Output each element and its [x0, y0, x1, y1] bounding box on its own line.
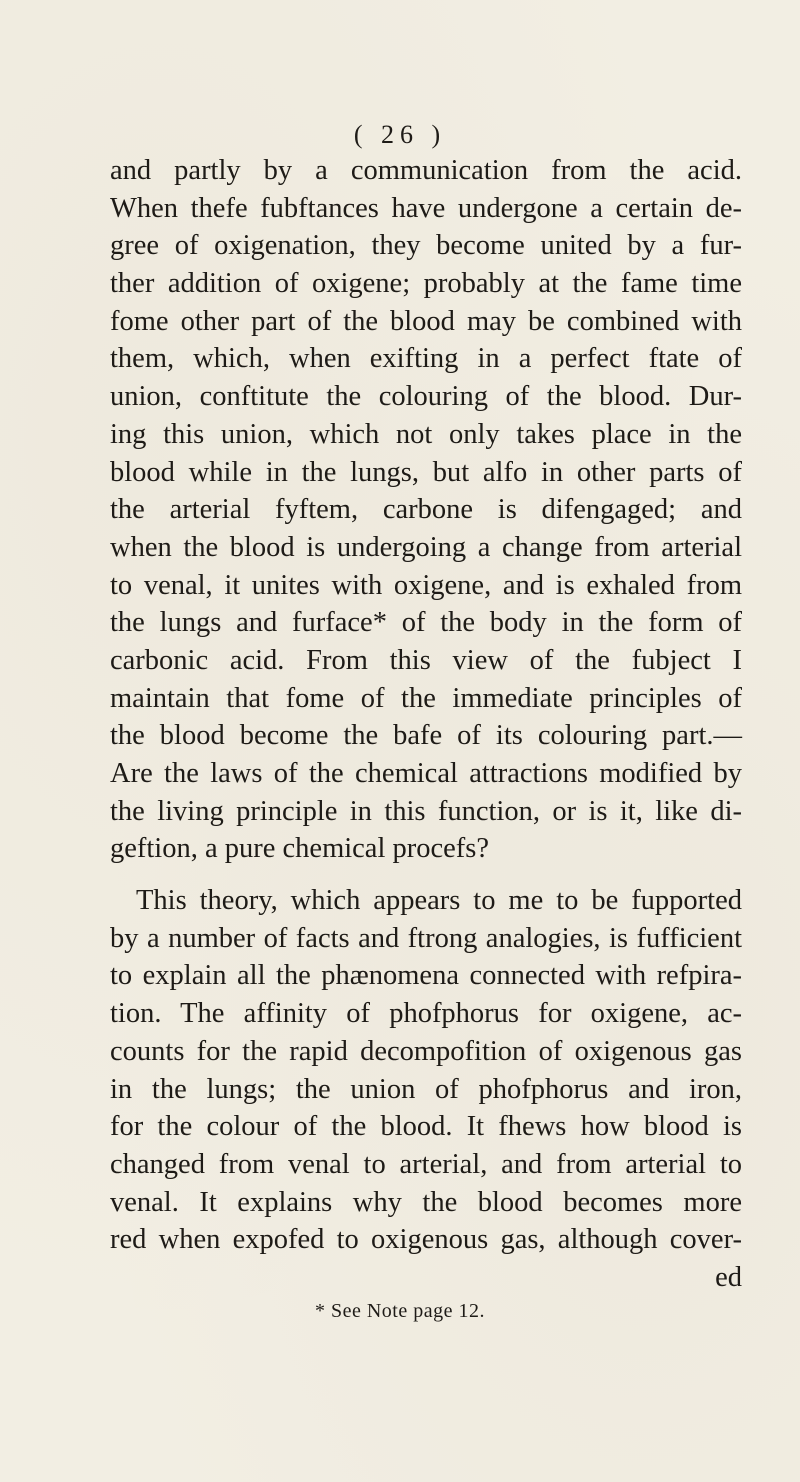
text-line: union, conftitute the colouring of the blood. Dur- [110, 381, 742, 413]
text-line: in the lungs; the union of phofphorus and iron, [110, 1073, 742, 1105]
text-line: for the colour of the blood. It fhews how blood is [110, 1111, 742, 1143]
text-line: when the blood is undergoing a change from arterial [110, 531, 742, 563]
paragraph-gap [110, 868, 742, 882]
text-line: This theory, which appears to me to be fupported [136, 885, 742, 917]
text-line: the lungs and furface* of the body in the form of [110, 607, 742, 639]
footnote: * See Note page 12. [314, 1300, 485, 1322]
text-line: changed from venal to arterial, and from arterial to [110, 1148, 742, 1180]
text-line: tion. The affinity of phofphorus for oxigene, ac- [110, 998, 742, 1030]
text-line: to venal, it unites with oxigene, and is exhaled from [110, 569, 742, 601]
text-line: venal. It explains why the blood becomes more [110, 1186, 742, 1218]
text-line: carbonic acid. From this view of the fubject I [110, 644, 742, 676]
catchword: ed [715, 1261, 742, 1293]
text-line: blood while in the lungs, but alfo in other parts of [110, 456, 742, 488]
text-line: ther addition of oxigene; probably at the fame time [110, 268, 742, 300]
text-line: geftion, a pure chemical procefs? [110, 833, 490, 865]
body-text [110, 152, 742, 1297]
text-line: by a number of facts and ftrong analogies, is fufficient [110, 922, 742, 954]
text-line: counts for the rapid decompofition of oxigenous gas [110, 1035, 742, 1067]
paragraph [110, 882, 742, 1297]
text-line: the living principle in this function, or is it, like di- [110, 795, 742, 827]
text-line: Are the laws of the chemical attractions modified by [110, 758, 742, 789]
text-line: red when expofed to oxigenous gas, although cover- [110, 1224, 742, 1256]
text-line: gree of oxigenation, they become united by a fur- [110, 230, 742, 262]
text-line: to explain all the phænomena connected with refpira- [110, 960, 742, 992]
text-line: maintain that fome of the immediate principles of [110, 682, 742, 714]
paragraph [110, 152, 742, 868]
text-line: them, which, when exifting in a perfect ftate of [110, 343, 742, 375]
text-line: fome other part of the blood may be combined with [110, 305, 742, 337]
text-line: the blood become the bafe of its colouring part.— [110, 720, 742, 752]
text-line: the arterial fyftem, carbone is difengaged; and [110, 494, 742, 526]
page-number: ( 26 ) [353, 120, 447, 149]
text-line: ing this union, which not only takes place in the [110, 418, 742, 450]
text-line: When thefe fubftances have undergone a certain de- [110, 192, 742, 224]
text-line: and partly by a communication from the acid. [110, 155, 742, 186]
